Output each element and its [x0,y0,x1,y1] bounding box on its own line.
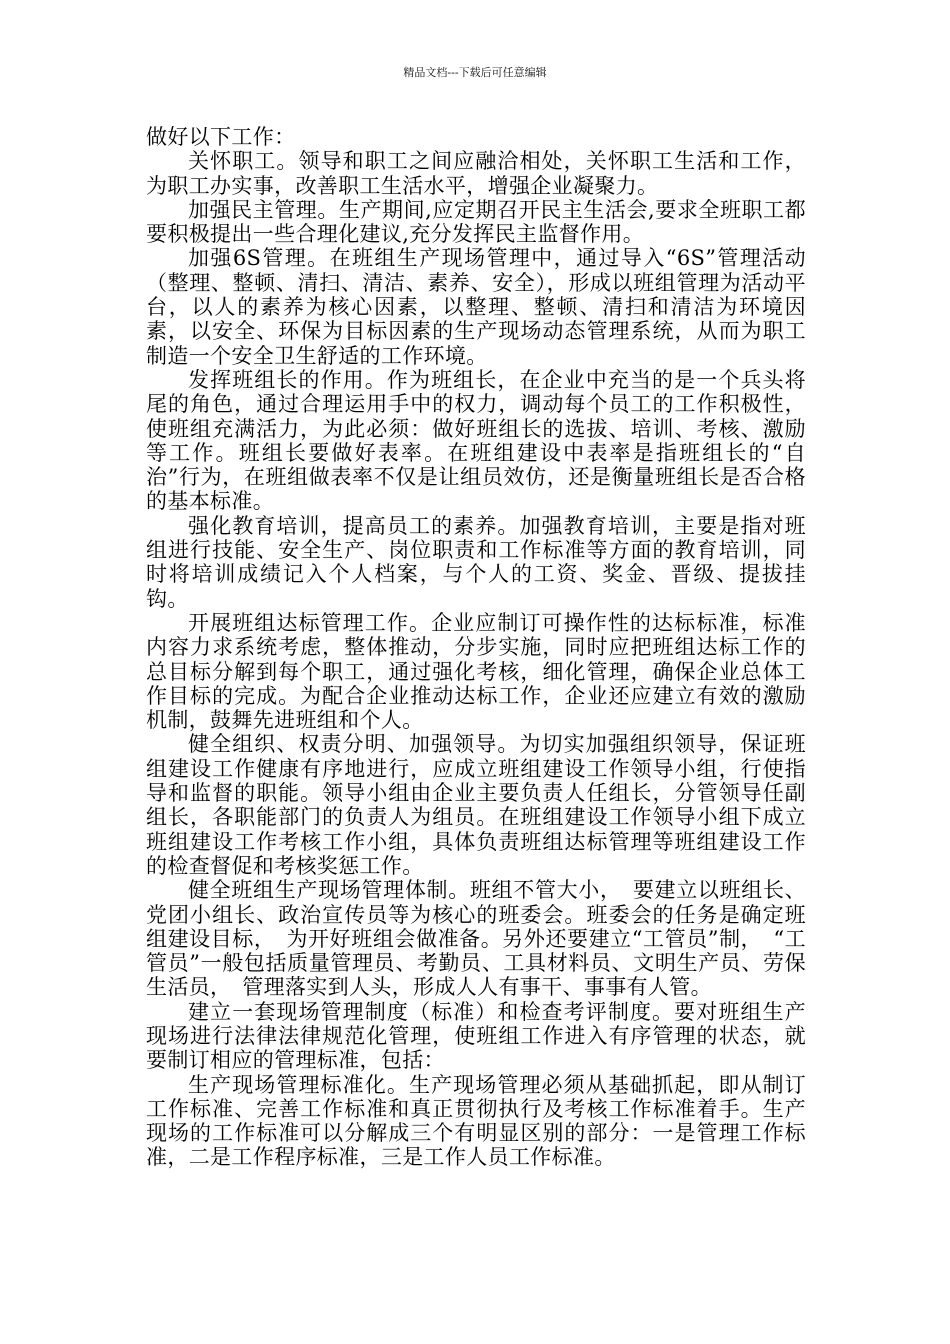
paragraph-democratic-management: 加强民主管理。生产期间,应定期召开民主生活会,要求全班职工都要积极提出一些合理化建议,充分发挥民主监督作用。 [146,197,806,247]
paragraph-management-rules: 建立一套现场管理制度（标准）和检查考评制度。要对班组生产现场进行法律法律规范化管理，使班组工作进入有序管理的状态，就要制订相应的管理标准，包括： [146,999,806,1073]
paragraph-education-training: 强化教育培训，提高员工的素养。加强教育培训，主要是指对班组进行技能、安全生产、岗位职责和工作标准等方面的教育培训，同时将培训成绩记入个人档案，与个人的工资、奖金、晋级、提拔挂钩。 [146,513,806,611]
paragraph-standardization: 生产现场管理标准化。生产现场管理必须从基础抓起，即从制订工作标准、完善工作标准和真正贯彻执行及考核工作标准着手。生产现场的工作标准可以分解成三个有明显区别的部分：一是管理工作标准，二是工作程序标准，三是工作人员工作标准。 [146,1072,806,1170]
page-header: 精品文档---下载后可任意编辑 [403,66,547,79]
paragraph-team-leader-role: 发挥班组长的作用。作为班组长，在企业中充当的是一个兵头将尾的角色，通过合理运用手中的权力，调动每个员工的工作积极性，使班组充满活力，为此必须：做好班组长的选拔、培训、考核、激励等工作。班组长要做好表率。在班组建设中表率是指班组长的“自治”行为，在班组做表率不仅是让组员效仿，还是衡量班组长是否合格的基本标准。 [146,367,806,514]
paragraph-6s-management: 加强6S管理。在班组生产现场管理中，通过导入“6S”管理活动（整理、整顿、清扫、清洁、素养、安全），形成以班组管理为活动平台，以人的素养为核心因素，以整理、整顿、清扫和清洁为环境因素，以安全、环保为目标因素的生产现场动态管理系统，从而为职工制造一个安全卫生舒适的工作环境。 [146,246,806,368]
paragraph-site-management-system: 健全班组生产现场管理体制。班组不管大小， 要建立以班组长、党团小组长、政治宣传员等为核心的班委会。班委会的任务是确定班组建设目标， 为开好班组会做准备。另外还要建立“工管员”制， “工管员”一般包括质量管理员、考勤员、工具材料员、文明生产员、劳保生活员， 管理落实到人头，形成人人有事干、事事有人管。 [146,878,806,1000]
paragraph-standards-management: 开展班组达标管理工作。企业应制订可操作性的达标标准，标准内容力求系统考虑，整体推动，分步实施，同时应把班组达标工作的总目标分解到每个职工，通过强化考核，细化管理，确保企业总体工作目标的完成。为配合企业推动达标工作，企业还应建立有效的激励机制，鼓舞先进班组和个人。 [146,610,806,733]
document-body [146,125,806,1170]
paragraph-organization-leadership: 健全组织、权责分明、加强领导。为切实加强组织领导，保证班组建设工作健康有序地进行，应成立班组建设工作领导小组，行使指导和监督的职能。领导小组由企业主要负责人任组长，分管领导任副组长，各职能部门的负责人为组员。在班组建设工作领导小组下成立班组建设工作考核工作小组，具体负责班组达标管理等班组建设工作的检查督促和考核奖惩工作。 [146,732,806,878]
paragraph-intro: 做好以下工作： [146,125,296,149]
paragraph-care-for-staff: 关怀职工。领导和职工之间应融洽相处，关怀职工生活和工作，为职工办实事，改善职工生活水平，增强企业凝聚力。 [146,149,806,198]
